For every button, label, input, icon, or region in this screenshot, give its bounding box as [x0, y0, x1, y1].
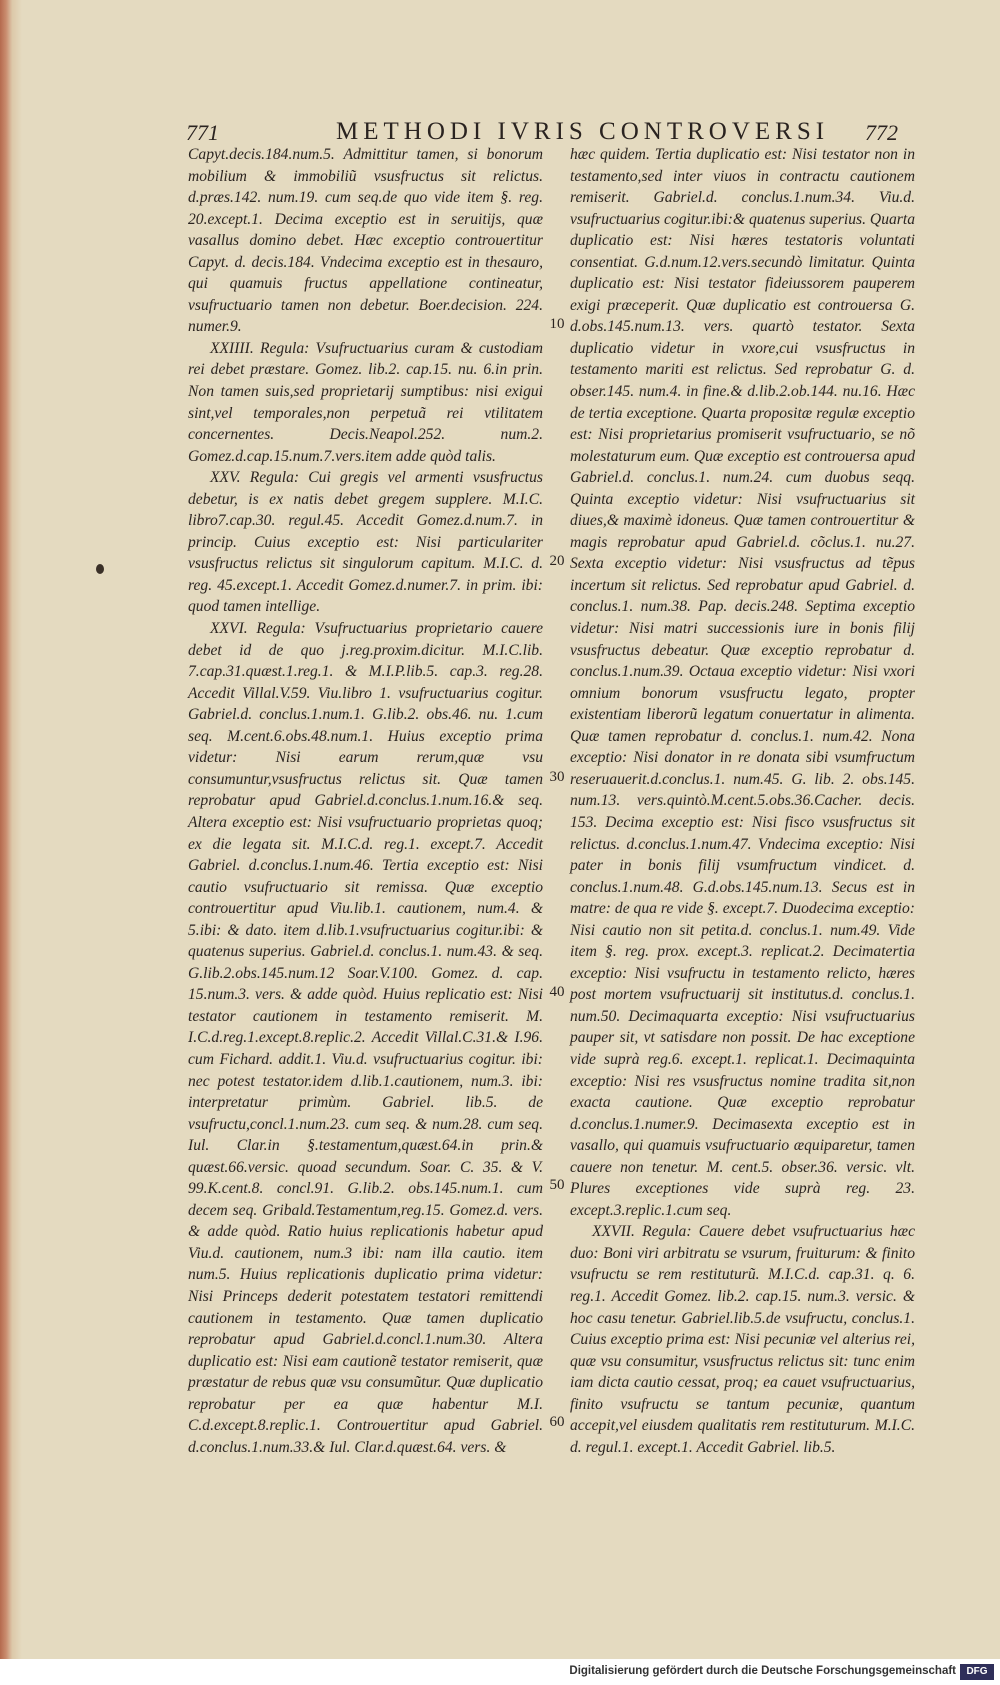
line-number: 20: [549, 553, 565, 569]
line-number: 30: [549, 769, 565, 785]
right-column: [570, 144, 915, 1458]
left-column: [188, 144, 543, 1458]
ink-stain: [96, 564, 104, 574]
line-number: 50: [549, 1177, 565, 1193]
page-edge-shadow: [12, 0, 22, 1659]
footer-bar: [0, 1659, 1000, 1685]
dfg-logo: DFG: [960, 1664, 994, 1680]
folio-left: 771: [186, 120, 219, 145]
left-paragraph: XXV. Regula: Cui gregis vel armenti vsusfructus debetur, is ex natis debet gregem supplere. M.I.C. libro7.cap.30. regul.45. Accedit Gomez.d.num.7. in princip. Cuius exceptio est: Nisi particulariter vsusfructus relictus sit singulorum capitum. M.I.C. d. reg. 45.except.1. Accedit Gomez.d.numer.7. in prim. ibi: quod tamen intellige.: [188, 469, 543, 616]
folio-right: 772: [865, 120, 898, 145]
line-number: 10: [549, 316, 565, 332]
left-paragraph: XXIIII. Regula: Vsufructuarius curam & custodiam rei debet præstare. Gomez. lib.2. cap.15. nu. 6.in prin. Non tamen suis,sed proprietarij sumptibus: nisi exigui sint,vel temporales,non perpetuã rei vtilitatem concernentes. Decis.Neapol.252. num.2. Gomez.d.cap.15.num.7.vers.item adde quòd talis.: [188, 339, 543, 465]
footer-credit: Digitalisierung gefördert durch die Deutsche Forschungsgemeinschaft: [569, 1665, 956, 1677]
left-paragraph: XXVI. Regula: Vsufructuarius proprietario cauere debet id de quo j.reg.proxim.dicitur. M.I.C.lib. 7.cap.31.quæst.1.reg.1. & M.I.P.lib.5. cap.3. reg.28. Accedit Villal.V.59. Viu.libro 1. vsufructuarius cogitur. Gabriel.d. conclus.1.num.1. G.lib.2. obs.46. nu. 1.cum seq. M.cent.6.obs.48.num.1. Huius exceptio prima videtur: Nisi earum rerum,quæ vsu consumuntur,vsusfructus relictus sit. Quæ tamen reprobatur apud Gabriel.d.conclus.1.num.16.& seq. Altera exceptio est: Nisi vsufructuario proprietas quoq; ex die legata sit. M.I.C.d. reg.1. except.7. Accedit Gabriel. d.conclus.1.num.46. Tertia exceptio est: Nisi cautio vsufructuario sit remissa. Quæ exceptio controuertitur apud Viu.lib.1. cautionem, num.4. & 5.ibi: & dato. item d.lib.1.vsufructuarius cogitur.ibi: & quatenus superius. Gabriel.d. conclus.1. num.43. & seq. G.lib.2.obs.145.num.12 Soar.V.100. Gomez. d. cap. 15.num.3. vers. & adde quòd. Huius replicatio est: Nisi testator cautionem in testamento remiserit. M. I.C.d.reg.1.except.8.replic.2. Accedit Villal.C.31.& I.96. cum Fichard. addit.1. Viu.d. vsufructuarius cogitur. ibi: nec potest testator.idem d.lib.1.cautionem, num.3. ibi: interpretatur primùm. Gabriel. lib.5. de vsufructu,concl.1.num.23. cum seq. & num.28. cum seq. Iul. Clar.in §.testamentum,quæst.64.in prin.& quæst.66.versic. quoad secundum. Soar. C. 35. & V. 99.K.cent.8. concl.91. G.lib.2. obs.145.num.1. cum decem seq. Gribald.Testamentum,reg.15. Gomez.d. vers. & adde quòd. Ratio huius replicationis habetur apud Viu.d. cautionem, num.3 ibi: nam illa cautio. item num.5. Huius replicationis duplicatio prima videtur: Nisi Princeps dederit potestatem testatori remittendi cautionem in testamento. Quæ tamen duplicatio reprobatur apud Gabriel.d.concl.1.num.30. Altera duplicatio est: Nisi eam cautionẽ testator remiserit, quæ præstatur de rebus quæ vsu consumũtur. Quæ duplicatio reprobatur per ea quæ habentur M.I. C.d.except.8.replic.1. Controuertitur apud Gabriel. d.conclus.1.num.33.& Iul. Clar.d.quæst.64. vers. &: [188, 620, 543, 1456]
line-number: 60: [549, 1414, 565, 1430]
left-paragraph: Capyt.decis.184.num.5. Admittitur tamen, si bonorum mobilium & immobiliũ vsusfructus sit relictus. d.præs.142. num.19. cum seq.de quo vide item §. reg. 20.except.1. Decima exceptio est in seruitijs, quæ vasallus domino debet. Hæc exceptio controuertitur Capyt. d. decis.184. Vndecima exceptio est in thesauro, qui quamuis fructus appellatione contineatur, vsufructuario tamen non debetur. Boer.decision. 224. numer.9.: [188, 146, 543, 336]
running-title: METHODI IVRIS CONTROVERSI: [336, 118, 830, 145]
line-number: 40: [549, 984, 565, 1000]
right-paragraph: XXVII. Regula: Cauere debet vsufructuarius hæc duo: Boni viri arbitratu se vsurum, fruiturum: & finito vsufructu se rem restituturũ. M.I.C.d. cap.31. q. 6. reg.1. Accedit Gomez. lib.2. cap.15. num.3. versic. & hoc casu tenetur. Gabriel.lib.5.de vsufructu, conclus.1. Cuius exceptio prima est: Nisi pecuniæ vel alterius rei, quæ vsu consumitur, vsusfructus relictus sit: tunc enim iam dicta cautio cessat, proq; ea cauet vsufructuarius, finito vsufructu se tantum pecuniæ, quantum accepit,vel eiusdem qualitatis rem restituturum. M.I.C. d. regul.1. except.1. Accedit Gabriel. lib.5.: [570, 1223, 915, 1456]
page-edge-binding: [0, 0, 12, 1659]
right-paragraph: hæc quidem. Tertia duplicatio est: Nisi testator non in testamento,sed inter viuos in contractu cautionem remiserit. Gabriel.d. conclus.1.num.34. Viu.d. vsufructuarius cogitur.ibi:& quatenus superius. Quarta duplicatio est: Nisi hæres testatoris voluntati consentiat. G.d.num.12.vers.secundò limitatur. Quinta duplicatio est: Nisi testator fideiussorem pauperem exigi præceperit. Quæ duplicatio est controuersa G. d.obs.145.num.13. vers. quartò testator. Sexta duplicatio videtur in vxore,cui vsusfructus in testamento mariti est relictus. Sed reprobatur G. d. obser.145. num.4. in fine.& d.lib.2.ob.144. nu.16. Hæc de tertia exceptione. Quarta propositæ regulæ exceptio est: Nisi proprietarius promiserit vsufructuario, se nõ molestaturum eum. Quæ exceptio est controuersa apud Gabriel.d. conclus.1. num.24. cum duobus seqq. Quinta exceptio videtur: Nisi vsufructuarius sit diues,& maximè idoneus. Quæ tamen controuertitur & magis reprobatur apud Gabriel.d. cõclus.1. nu.27. Sexta exceptio videtur: Nisi vsusfructus ad tẽpus incertum sit relictus. Sed reprobatur apud Gabriel. d. conclus.1. num.38. Pap. decis.248. Septima exceptio videtur: Nisi matri successionis iure in bonis filij vsusfructus debeatur. Quæ exceptio reprobatur d. conclus.1.num.39. Octaua exceptio videtur: Nisi vxori omnium bonorum vsusfructu legato, propter existentiam liberorũ legatum conuertatur in alimenta. Quæ tamen reprobatur d. conclus.1. num.42. Nona exceptio: Nisi donator in re donata sibi vsumfructum reseruauerit.d.conclus.1. num.45. G. lib. 2. obs.145. num.13. vers.quintò.M.cent.5.obs.36.Cacher. decis. 153. Decima exceptio est: Nisi fisco vsusfructus sit relictus. d.conclus.1.num.47. Vndecima exceptio: Nisi pater in bonis filij vsumfructum vindicet. d. conclus.1.num.48. G.d.obs.145.num.13. Secus est in matre: de qua re vide §. except.7. Duodecima exceptio: Nisi cautio non sit petita.d. conclus.1. num.49. Vide item §. reg. prox. except.3. replicat.2. Decimatertia exceptio: Nisi vsufructu in testamento relicto, hæres post mortem vsufructuarij sit institutus.d. conclus.1. num.50. Decimaquarta exceptio: Nisi vsufructuarius pauper sit, vt satisdare non possit. De hac exceptione vide suprà reg.6. except.1. replicat.1. Decimaquinta exceptio: Nisi res vsusfructus nomine tradita sit,non exacta cautione. Quæ exceptio reprobatur d.conclus.1.numer.9. Decimasexta exceptio est in vasallo, qui quamuis vsufructuario æquiparetur, tamen cauere non tenetur. M. cent.5. obser.36. versic. vlt. Plures exceptiones vide suprà reg. 23. except.3.replic.1.cum seq.: [570, 146, 915, 1219]
